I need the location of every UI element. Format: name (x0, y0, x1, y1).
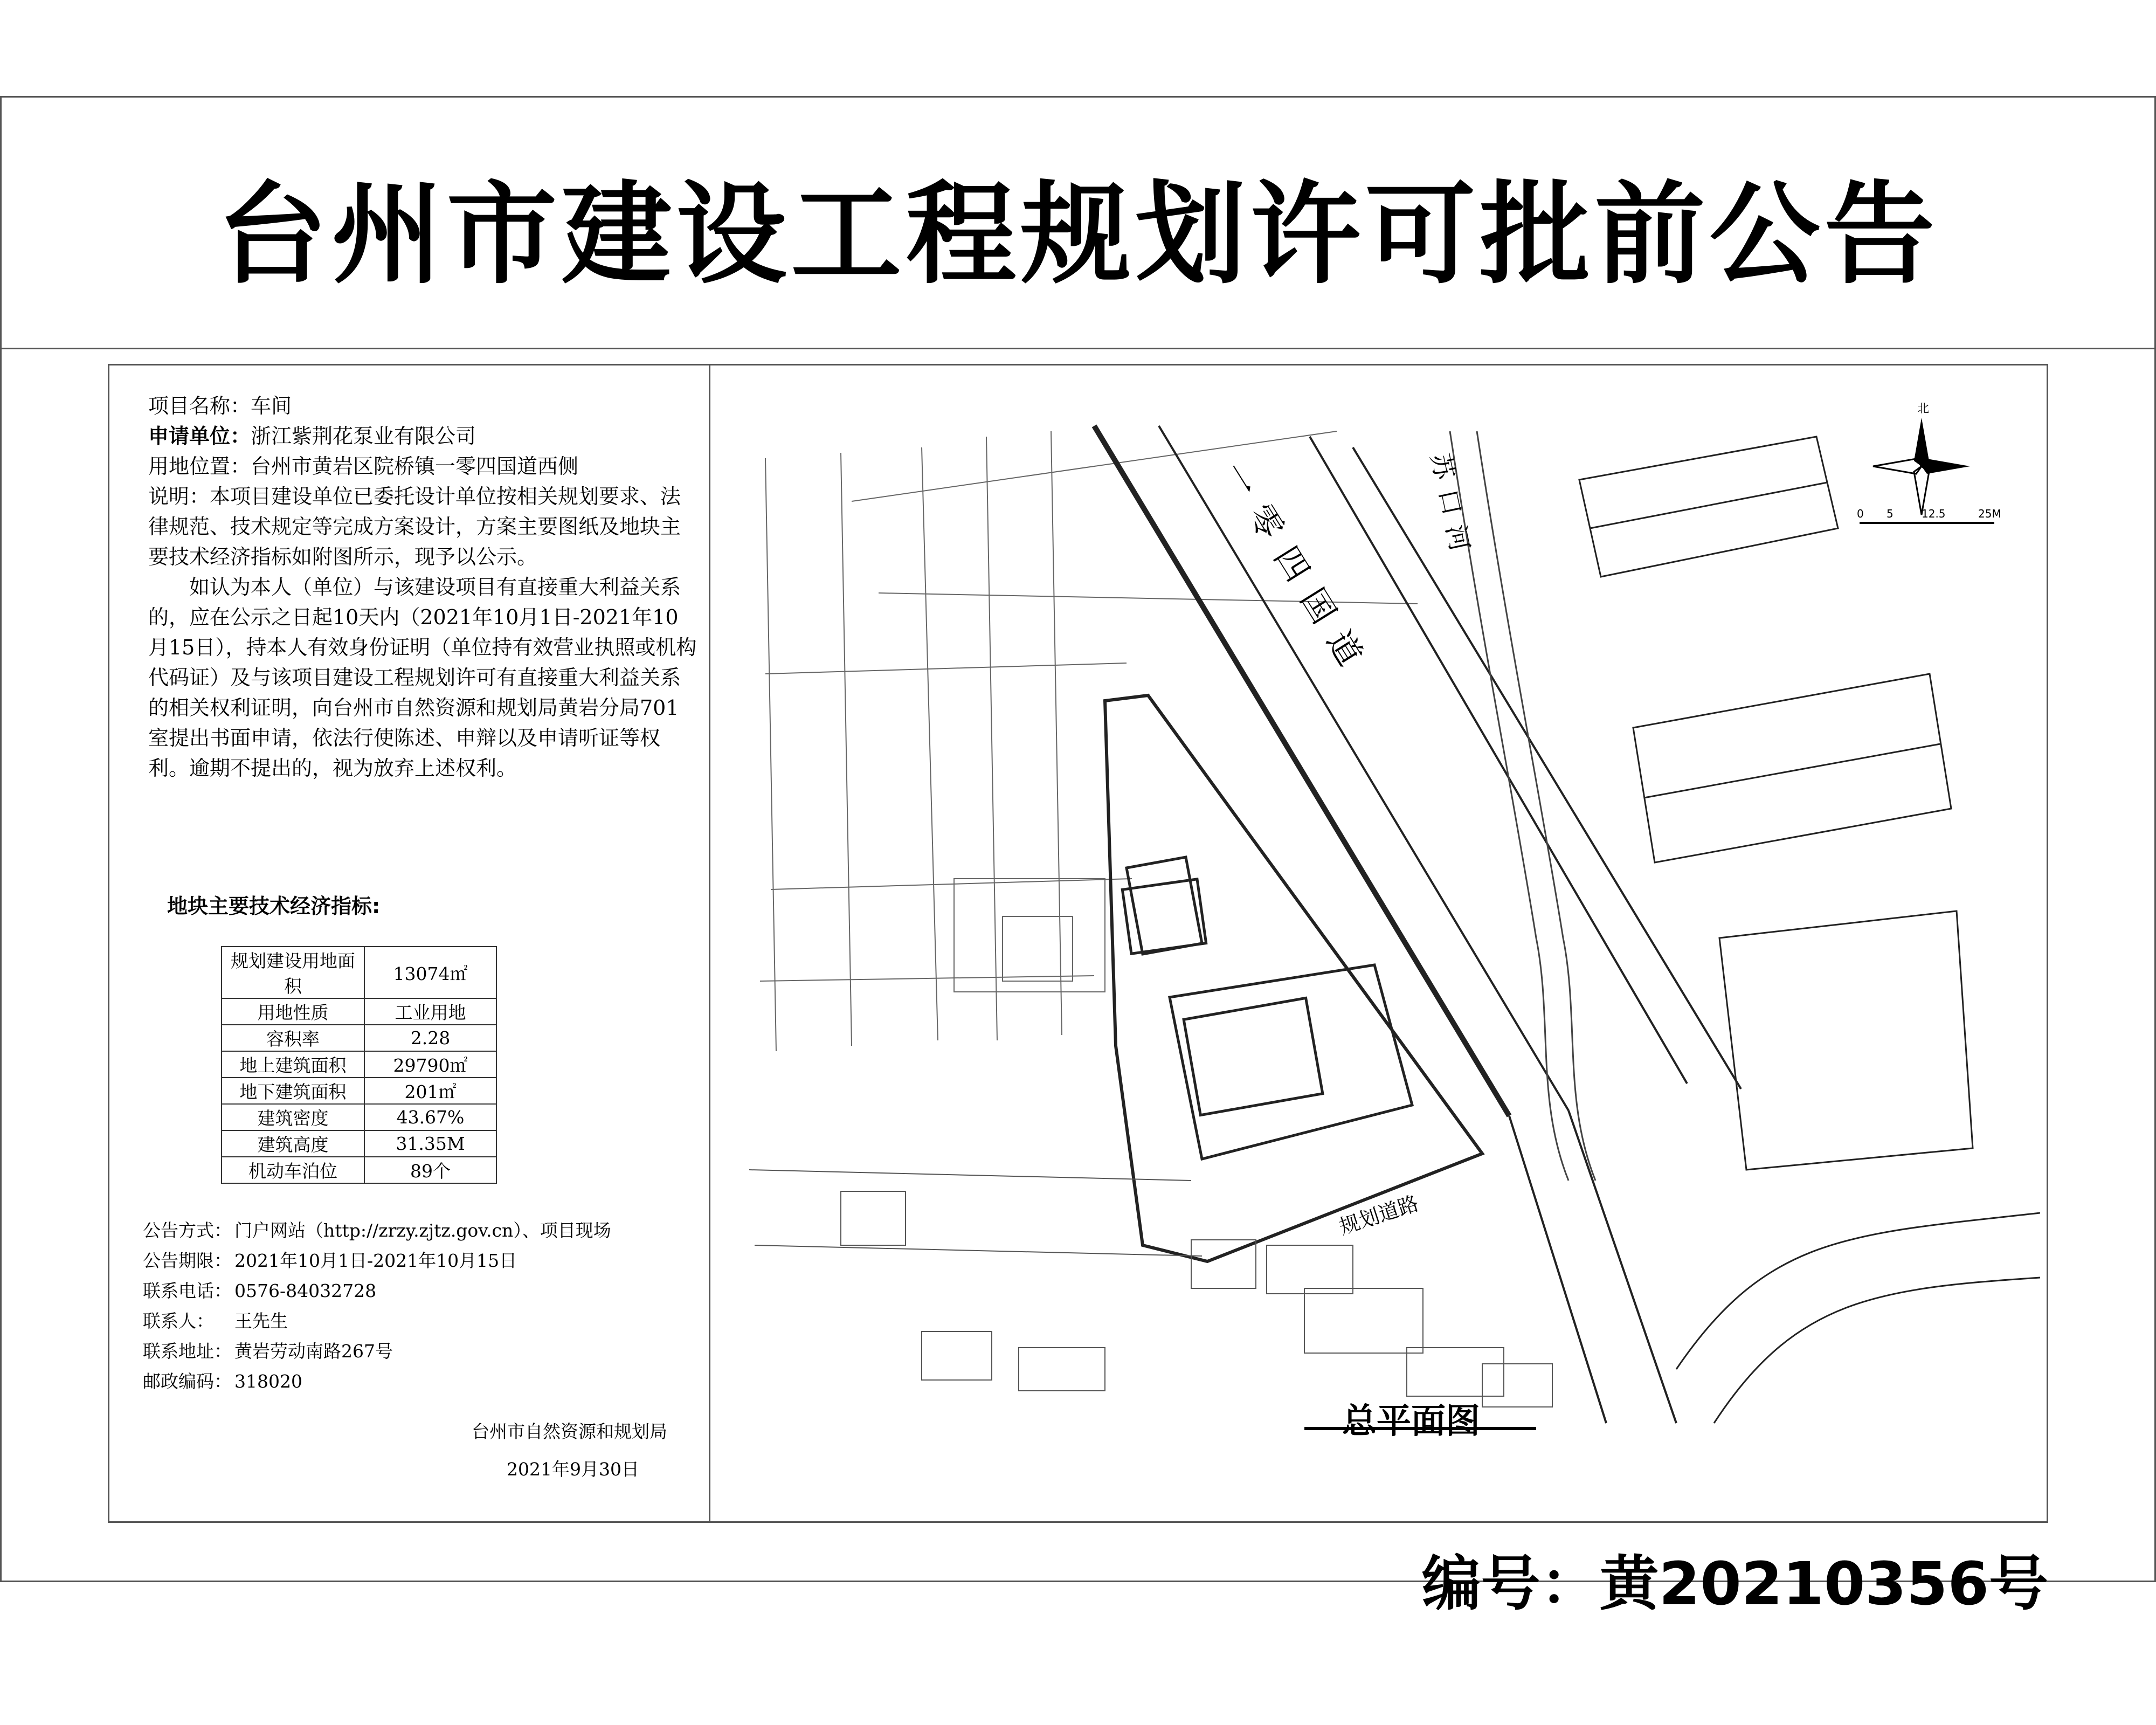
location-line (148, 451, 698, 481)
notice-contact: 王先生 (234, 1310, 288, 1331)
notice-postcode-row (143, 1367, 682, 1397)
indicator-row (222, 1157, 496, 1183)
notice-method-label: 公告方式： (143, 1220, 232, 1241)
project-name-label: 项目名称： (148, 394, 251, 418)
notice-postcode: 318020 (234, 1371, 302, 1392)
applicant: 浙江紫荆花泵业有限公司 (251, 424, 476, 448)
indicator-row (222, 1078, 496, 1104)
notice-address-label: 联系地址： (143, 1341, 232, 1362)
indicator-value: 201㎡ (364, 1078, 496, 1104)
description-line (148, 481, 698, 572)
indicator-row (222, 998, 496, 1025)
page-title: 台州市建设工程规划许可批前公告 (217, 171, 1939, 299)
notice-contact-row (143, 1306, 682, 1336)
parcel-lines (760, 431, 1418, 1051)
location: 台州市黄岩区院桥镇一零四国道西侧 (251, 454, 579, 478)
scale-bar (1857, 507, 2001, 523)
objection-text: 如认为本人（单位）与该建设项目有直接重大利益关系的，应在公示之日起10天内（2021年10月1日-2021年10月15日），持本人有效身份证明（单位持有效营业执照或机构代码证）及与该项目建设工程规划许可有直接重大利益关系的相关权利证明，向台州市自然资源和规划局黄岩分局701室提出书面申请，依法行使陈述、申辩以及申请听证等权利。逾期不提出的，视为放弃上述权利。 (148, 575, 697, 780)
river-label: 苏口河 (1425, 450, 1477, 565)
indicator-value: 89个 (364, 1157, 496, 1183)
indicator-key: 建筑密度 (222, 1104, 364, 1130)
notice-method-row (143, 1216, 682, 1246)
scale-label-12-5: 12.5 (1922, 507, 1946, 520)
scale-label-0: 0 (1857, 507, 1864, 520)
scale-label-25: 25M (1978, 507, 2001, 520)
notice-phone: 0576-84032728 (234, 1280, 377, 1301)
project-name: 车间 (251, 394, 292, 418)
indicator-row (222, 1130, 496, 1157)
indicators-title: 地块主要技术经济指标: (167, 894, 381, 918)
project-name-line (148, 391, 698, 421)
north-label: 北 (1917, 402, 1930, 416)
planned-road-label: 规划道路 (1336, 1191, 1422, 1239)
notice-address-row (143, 1336, 682, 1367)
indicator-value: 43.67% (364, 1104, 496, 1130)
indicator-key: 地下建筑面积 (222, 1078, 364, 1104)
scale-label-5: 5 (1887, 507, 1894, 520)
issuer: 台州市自然资源和规划局 (472, 1421, 667, 1442)
notice-contact-label: 联系人： (143, 1310, 214, 1331)
notice-period-label: 公告期限： (143, 1250, 232, 1271)
road-104-label: 一零四国道 (1214, 455, 1379, 687)
indicator-key: 地上建筑面积 (222, 1051, 364, 1078)
applicant-label: 申请单位： (148, 424, 251, 448)
notice-period-row (143, 1246, 682, 1276)
notice-postcode-label: 邮政编码： (143, 1371, 232, 1392)
lower-parcels (749, 1170, 1552, 1407)
indicator-key: 容积率 (222, 1025, 364, 1051)
indicator-value: 工业用地 (364, 998, 496, 1025)
issue-date: 2021年9月30日 (507, 1459, 639, 1480)
indicator-row (222, 1051, 496, 1078)
document-number: 编号：黄20210356号 (1421, 1549, 2048, 1618)
indicator-row (222, 1104, 496, 1130)
description: 本项目建设单位已委托设计单位按相关规划要求、法律规范、技术规定等完成方案设计，方案主要图纸及地块主要技术经济指标如附图所示，现予以公示。 (148, 485, 681, 569)
applicant-line (148, 421, 698, 451)
notice-period: 2021年10月1日-2021年10月15日 (234, 1250, 517, 1271)
indicator-key: 机动车泊位 (222, 1157, 364, 1183)
indicator-value: 13074㎡ (364, 947, 496, 998)
site-plan (717, 372, 2040, 1515)
buildings (1122, 857, 1412, 1159)
plan-title: 总平面图 (1342, 1401, 1480, 1441)
indicator-key: 规划建设用地面积 (222, 947, 364, 998)
right-buildings (1579, 437, 2040, 1423)
indicator-value: 2.28 (364, 1025, 496, 1051)
indicator-value: 29790㎡ (364, 1051, 496, 1078)
notice-phone-label: 联系电话： (143, 1280, 232, 1301)
location-label: 用地位置： (148, 454, 251, 478)
notice-details (143, 1216, 682, 1397)
notice-phone-row (143, 1276, 682, 1306)
notice-method: 门户网站（http://zrzy.zjtz.gov.cn）、项目现场 (234, 1220, 611, 1241)
indicator-key: 建筑高度 (222, 1130, 364, 1157)
indicators-table (221, 946, 497, 1184)
indicator-row (222, 1025, 496, 1051)
indicator-value: 31.35M (364, 1130, 496, 1157)
panel-divider (709, 364, 710, 1523)
description-label: 说明： (148, 485, 210, 508)
notice-address: 黄岩劳动南路267号 (234, 1341, 393, 1362)
indicator-key: 用地性质 (222, 998, 364, 1025)
indicator-row (222, 947, 496, 998)
project-info (148, 391, 698, 783)
north-arrow (1873, 402, 1970, 515)
